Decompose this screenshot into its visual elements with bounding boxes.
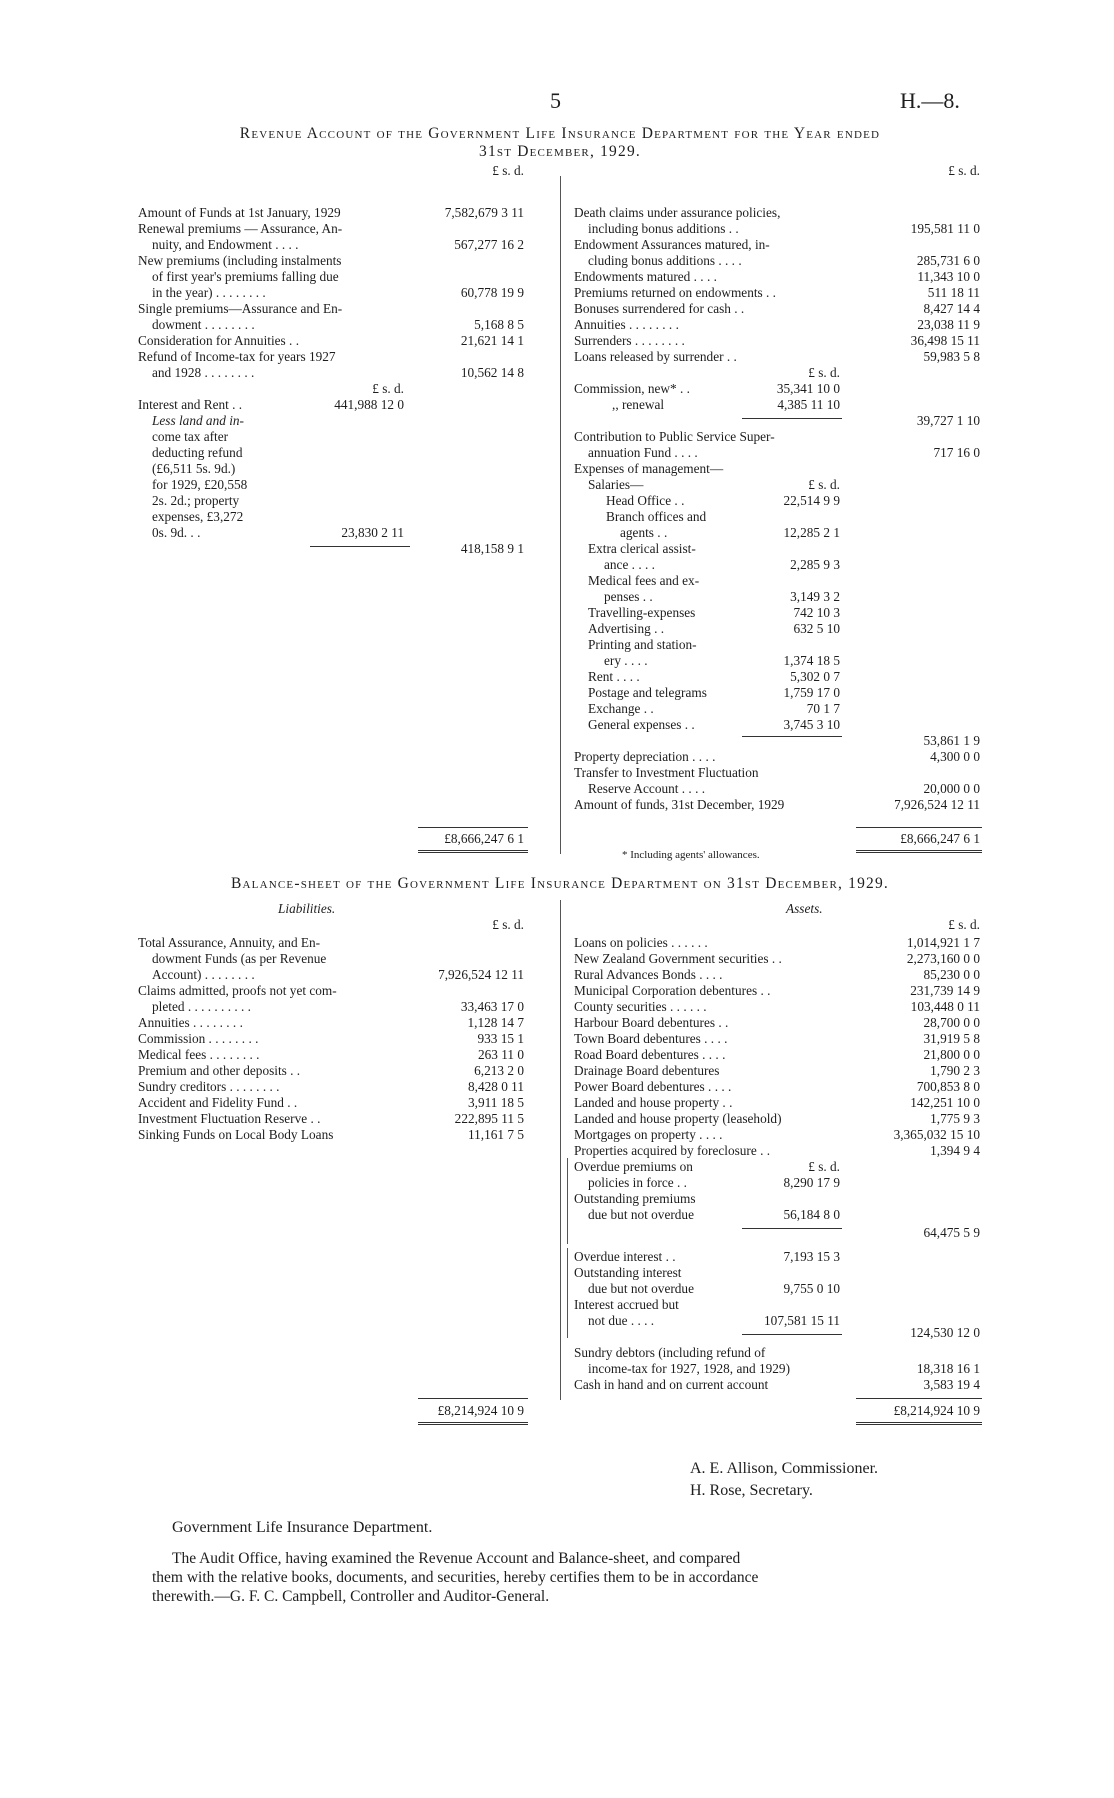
payment-amount: 36,498 15 11 bbox=[910, 333, 980, 348]
salaries-currency-header: £ s. d. bbox=[808, 477, 840, 492]
contribution-line: Contribution to Public Service Super- bbox=[574, 429, 775, 444]
sundry-amount: 18,318 16 1 bbox=[916, 1361, 980, 1376]
commission-new-amount: 35,341 10 0 bbox=[776, 381, 840, 396]
department-name: Government Life Insurance Department. bbox=[172, 1519, 433, 1536]
commission-renewal-label: ,, renewal bbox=[612, 397, 665, 412]
asset-line: Drainage Board debentures bbox=[574, 1063, 720, 1078]
receipt-amount: 567,277 16 2 bbox=[454, 237, 524, 252]
rule bbox=[418, 1398, 528, 1399]
receipt-line: dowment . . . . . . . . bbox=[152, 317, 255, 332]
balance-column-divider bbox=[560, 900, 561, 1400]
overdue-premium-total: 64,475 5 9 bbox=[923, 1225, 980, 1240]
rule bbox=[856, 1398, 982, 1399]
expense-amount: 3,149 3 2 bbox=[790, 589, 840, 604]
revenue-left-currency-header: £ s. d. bbox=[492, 163, 524, 178]
revenue-title-line1: Revenue Account of the Government Life Insurance Department for the Year ended bbox=[239, 125, 881, 142]
bracket-line bbox=[567, 1248, 568, 1338]
expense-amount: 1,759 17 0 bbox=[783, 685, 840, 700]
liability-line: pleted . . . . . . . . . . bbox=[152, 999, 251, 1014]
secretary-signature: H. Rose, Secretary. bbox=[690, 1482, 813, 1499]
expense-amount: 70 1 7 bbox=[806, 701, 840, 716]
receipt-line: Consideration for Annuities . . bbox=[138, 333, 300, 348]
asset-amount: 103,448 0 11 bbox=[910, 999, 980, 1014]
expense-amount: 5,302 0 7 bbox=[790, 669, 840, 684]
receipt-amount: 60,778 19 9 bbox=[460, 285, 524, 300]
expenses-heading: Expenses of management— bbox=[574, 461, 724, 476]
interest-label: Interest and Rent . . bbox=[138, 397, 243, 412]
liability-line: Investment Fluctuation Reserve . . bbox=[138, 1111, 321, 1126]
expense-line: Advertising . . bbox=[588, 621, 665, 636]
sundry-line: income-tax for 1927, 1928, and 1929) bbox=[588, 1361, 790, 1376]
liability-line: dowment Funds (as per Revenue bbox=[152, 951, 327, 966]
asset-line: County securities . . . . . . bbox=[574, 999, 707, 1014]
expenses-total: 53,861 1 9 bbox=[923, 733, 980, 748]
rule bbox=[742, 1334, 842, 1335]
liability-line: Accident and Fidelity Fund . . bbox=[138, 1095, 298, 1110]
rule bbox=[742, 1228, 842, 1229]
liability-line: Claims admitted, proofs not yet com- bbox=[138, 983, 337, 998]
document-reference: H.—8. bbox=[900, 88, 960, 113]
overdue-currency-header: £ s. d. bbox=[808, 1159, 840, 1174]
less-line: for 1929, £20,558 bbox=[152, 477, 248, 492]
less-amount: 23,830 2 11 bbox=[341, 525, 404, 540]
rule bbox=[418, 827, 528, 828]
less-line: Less land and in- bbox=[152, 413, 244, 428]
receipt-amount: 5,168 8 5 bbox=[474, 317, 524, 332]
expense-line: Postage and telegrams bbox=[588, 685, 707, 700]
payment-line: Loans released by surrender . . bbox=[574, 349, 737, 364]
asset-amount: 1,394 9 4 bbox=[930, 1143, 980, 1158]
receipt-line: of first year's premiums falling due bbox=[152, 269, 339, 284]
asset-amount: 1,775 9 3 bbox=[930, 1111, 980, 1126]
liability-amount: 33,463 17 0 bbox=[460, 999, 524, 1014]
expense-line: Exchange . . bbox=[588, 701, 654, 716]
sundry-line: Cash in hand and on current account bbox=[574, 1377, 769, 1392]
asset-amount: 2,273,160 0 0 bbox=[906, 951, 980, 966]
interest-line: Outstanding interest bbox=[574, 1265, 682, 1280]
liability-line: Sundry creditors . . . . . . . . bbox=[138, 1079, 280, 1094]
less-line: 2s. 2d.; property bbox=[152, 493, 240, 508]
commission-renewal-amount: 4,385 11 10 bbox=[777, 397, 840, 412]
expense-line: General expenses . . bbox=[588, 717, 695, 732]
expense-line: Head Office . . bbox=[606, 493, 685, 508]
double-rule bbox=[418, 850, 528, 853]
expense-amount: 2,285 9 3 bbox=[790, 557, 840, 572]
interest-net-amount: 418,158 9 1 bbox=[460, 541, 524, 556]
receipt-line: Renewal premiums — Assurance, An- bbox=[138, 221, 343, 236]
expense-amount: 742 10 3 bbox=[793, 605, 840, 620]
asset-line: Loans on policies . . . . . . bbox=[574, 935, 708, 950]
less-line: 0s. 9d. . . bbox=[152, 525, 201, 540]
receipt-line: in the year) . . . . . . . . bbox=[152, 285, 266, 300]
asset-line: Power Board debentures . . . . bbox=[574, 1079, 732, 1094]
less-line: (£6,511 5s. 9d.) bbox=[152, 461, 236, 476]
interest-line: due but not overdue bbox=[588, 1281, 694, 1296]
payment-line: Surrenders . . . . . . . . bbox=[574, 333, 685, 348]
liability-amount: 3,911 18 5 bbox=[467, 1095, 524, 1110]
asset-amount: 1,014,921 1 7 bbox=[906, 935, 980, 950]
contribution-line: annuation Fund . . . . bbox=[588, 445, 698, 460]
liabilities-total: £8,214,924 10 9 bbox=[437, 1403, 524, 1418]
receipt-line: and 1928 . . . . . . . . bbox=[152, 365, 255, 380]
expense-line: Printing and station- bbox=[588, 637, 697, 652]
liability-amount: 933 15 1 bbox=[477, 1031, 524, 1046]
payment-line: including bonus additions . . bbox=[588, 221, 739, 236]
receipt-line: Amount of Funds at 1st January, 1929 bbox=[138, 205, 341, 220]
audit-line: therewith.—G. F. C. Campbell, Controller and Auditor-General. bbox=[152, 1588, 550, 1605]
payment-line: Bonuses surrendered for cash . . bbox=[574, 301, 745, 316]
expense-amount: 632 5 10 bbox=[793, 621, 840, 636]
salaries-heading: Salaries— bbox=[588, 477, 644, 492]
payment-line: Endowments matured . . . . bbox=[574, 269, 717, 284]
double-rule bbox=[856, 850, 982, 853]
audit-line: The Audit Office, having examined the Revenue Account and Balance-sheet, and compared bbox=[172, 1550, 741, 1567]
payment-amount: 11,343 10 0 bbox=[917, 269, 980, 284]
interest-amount: 107,581 15 11 bbox=[764, 1313, 840, 1328]
less-line: come tax after bbox=[152, 429, 229, 444]
expense-line: penses . . bbox=[604, 589, 653, 604]
revenue-title-line2: 31st December, 1929. bbox=[479, 143, 641, 160]
expense-amount: 12,285 2 1 bbox=[783, 525, 840, 540]
liability-line: Premium and other deposits . . bbox=[138, 1063, 301, 1078]
asset-line: Mortgages on property . . . . bbox=[574, 1127, 723, 1142]
payment-line: Endowment Assurances matured, in- bbox=[574, 237, 770, 252]
assets-currency-header: £ s. d. bbox=[948, 917, 980, 932]
asset-line: Harbour Board debentures . . bbox=[574, 1015, 729, 1030]
overdue-premium-line: policies in force . . bbox=[588, 1175, 687, 1190]
expense-line: Travelling-expenses bbox=[588, 605, 696, 620]
payment-line: Premiums returned on endowments . . bbox=[574, 285, 777, 300]
expense-amount: 3,745 3 10 bbox=[783, 717, 840, 732]
expense-amount: 1,374 18 5 bbox=[783, 653, 840, 668]
payment-amount: 195,581 11 0 bbox=[910, 221, 980, 236]
asset-line: Rural Advances Bonds . . . . bbox=[574, 967, 723, 982]
receipt-line: Single premiums—Assurance and En- bbox=[138, 301, 343, 316]
payment-tail-line: Reserve Account . . . . bbox=[588, 781, 706, 796]
liability-amount: 1,128 14 7 bbox=[467, 1015, 524, 1030]
payment-tail-line: Property depreciation . . . . bbox=[574, 749, 716, 764]
asset-amount: 21,800 0 0 bbox=[923, 1047, 980, 1062]
liability-line: Commission . . . . . . . . bbox=[138, 1031, 259, 1046]
expense-line: Medical fees and ex- bbox=[588, 573, 700, 588]
less-line: expenses, £3,272 bbox=[152, 509, 244, 524]
liability-line: Account) . . . . . . . . bbox=[152, 967, 255, 982]
payment-tail-line: Transfer to Investment Fluctuation bbox=[574, 765, 759, 780]
asset-amount: 85,230 0 0 bbox=[923, 967, 980, 982]
commission-currency-header: £ s. d. bbox=[808, 365, 840, 380]
asset-line: New Zealand Government securities . . bbox=[574, 951, 782, 966]
payment-line: Annuities . . . . . . . . bbox=[574, 317, 679, 332]
liability-line: Medical fees . . . . . . . . bbox=[138, 1047, 260, 1062]
liability-line: Sinking Funds on Local Body Loans bbox=[138, 1127, 334, 1142]
asset-amount: 28,700 0 0 bbox=[923, 1015, 980, 1030]
expense-line: agents . . bbox=[620, 525, 668, 540]
balance-sheet-title: Balance-sheet of the Government Life Insurance Department on 31st December, 1929. bbox=[230, 875, 890, 892]
rule bbox=[856, 827, 982, 828]
liability-line: Total Assurance, Annuity, and En- bbox=[138, 935, 321, 950]
double-rule bbox=[418, 1422, 528, 1425]
asset-amount: 700,853 8 0 bbox=[916, 1079, 980, 1094]
interest-total: 124,530 12 0 bbox=[910, 1325, 980, 1340]
receipt-amount: 7,582,679 3 11 bbox=[444, 205, 524, 220]
asset-line: Road Board debentures . . . . bbox=[574, 1047, 726, 1062]
asset-line: Landed and house property (leasehold) bbox=[574, 1111, 782, 1126]
payment-tail-line: Amount of funds, 31st December, 1929 bbox=[574, 797, 785, 812]
rule bbox=[742, 418, 842, 419]
asset-line: Municipal Corporation debentures . . bbox=[574, 983, 771, 998]
interest-amount: 7,193 15 3 bbox=[783, 1249, 840, 1264]
expense-line: Rent . . . . bbox=[588, 669, 640, 684]
liability-amount: 6,213 2 0 bbox=[474, 1063, 524, 1078]
commission-total: 39,727 1 10 bbox=[916, 413, 980, 428]
liability-amount: 263 11 0 bbox=[477, 1047, 524, 1062]
receipt-amount: 10,562 14 8 bbox=[460, 365, 524, 380]
asset-amount: 1,790 2 3 bbox=[930, 1063, 980, 1078]
payment-amount: 285,731 6 0 bbox=[916, 253, 980, 268]
interest-currency-header: £ s. d. bbox=[372, 381, 404, 396]
asset-amount: 142,251 10 0 bbox=[910, 1095, 980, 1110]
liability-amount: 8,428 0 11 bbox=[467, 1079, 524, 1094]
commissioner-signature: A. E. Allison, Commissioner. bbox=[690, 1460, 879, 1477]
payment-amount: 23,038 11 9 bbox=[917, 317, 980, 332]
revenue-column-divider bbox=[560, 176, 561, 854]
liability-amount: 7,926,524 12 11 bbox=[438, 967, 524, 982]
less-line: deducting refund bbox=[152, 445, 243, 460]
expense-line: ery . . . . bbox=[604, 653, 648, 668]
payment-tail-amount: 4,300 0 0 bbox=[930, 749, 980, 764]
double-rule bbox=[856, 1422, 982, 1425]
audit-line: them with the relative books, documents, and securities, hereby certifies them to be in accordance bbox=[152, 1569, 759, 1586]
receipt-line: Refund of Income-tax for years 1927 bbox=[138, 349, 336, 364]
asset-line: Properties acquired by foreclosure . . bbox=[574, 1143, 771, 1158]
contribution-amount: 717 16 0 bbox=[933, 445, 980, 460]
expense-line: Branch offices and bbox=[606, 509, 707, 524]
sundry-amount: 3,583 19 4 bbox=[923, 1377, 980, 1392]
overdue-premium-amount: 56,184 8 0 bbox=[783, 1207, 840, 1222]
asset-line: Landed and house property . . bbox=[574, 1095, 733, 1110]
overdue-premium-line: Overdue premiums on bbox=[574, 1159, 693, 1174]
payment-amount: 511 18 11 bbox=[927, 285, 980, 300]
rule bbox=[742, 736, 842, 737]
interest-line: not due . . . . bbox=[588, 1313, 655, 1328]
asset-amount: 231,739 14 9 bbox=[910, 983, 980, 998]
assets-total: £8,214,924 10 9 bbox=[893, 1403, 980, 1418]
interest-amount: 441,988 12 0 bbox=[334, 397, 404, 412]
interest-line: Interest accrued but bbox=[574, 1297, 679, 1312]
overdue-premium-line: due but not overdue bbox=[588, 1207, 694, 1222]
liabilities-heading: Liabilities. bbox=[278, 901, 336, 916]
asset-line: Town Board debentures . . . . bbox=[574, 1031, 728, 1046]
receipt-line: nuity, and Endowment . . . . bbox=[152, 237, 299, 252]
overdue-premium-line: Outstanding premiums bbox=[574, 1191, 696, 1206]
asset-amount: 31,919 5 8 bbox=[923, 1031, 980, 1046]
overdue-premium-amount: 8,290 17 9 bbox=[783, 1175, 840, 1190]
liability-amount: 222,895 11 5 bbox=[454, 1111, 524, 1126]
receipt-amount: 21,621 14 1 bbox=[460, 333, 524, 348]
interest-line: Overdue interest . . bbox=[574, 1249, 676, 1264]
footnote: * Including agents' allowances. bbox=[622, 849, 760, 861]
revenue-left-total: £8,666,247 6 1 bbox=[444, 831, 524, 846]
revenue-right-currency-header: £ s. d. bbox=[948, 163, 980, 178]
liability-amount: 11,161 7 5 bbox=[467, 1127, 524, 1142]
sundry-line: Sundry debtors (including refund of bbox=[574, 1345, 766, 1360]
asset-amount: 3,365,032 15 10 bbox=[893, 1127, 980, 1142]
expense-amount: 22,514 9 9 bbox=[783, 493, 840, 508]
revenue-right-total: £8,666,247 6 1 bbox=[900, 831, 980, 846]
page-number: 5 bbox=[550, 88, 561, 113]
payment-line: Death claims under assurance policies, bbox=[574, 205, 781, 220]
payment-amount: 59,983 5 8 bbox=[923, 349, 980, 364]
payment-amount: 8,427 14 4 bbox=[923, 301, 980, 316]
payment-tail-amount: 20,000 0 0 bbox=[923, 781, 980, 796]
interest-amount: 9,755 0 10 bbox=[783, 1281, 840, 1296]
payment-line: cluding bonus additions . . . . bbox=[588, 253, 742, 268]
rule bbox=[310, 546, 410, 547]
liability-line: Annuities . . . . . . . . bbox=[138, 1015, 243, 1030]
bracket-line bbox=[567, 1158, 568, 1244]
expense-line: ance . . . . bbox=[604, 557, 655, 572]
commission-new-label: Commission, new* . . bbox=[574, 381, 690, 396]
assets-heading: Assets. bbox=[786, 901, 823, 916]
receipt-line: New premiums (including instalments bbox=[138, 253, 342, 268]
expense-line: Extra clerical assist- bbox=[588, 541, 696, 556]
payment-tail-amount: 7,926,524 12 11 bbox=[894, 797, 980, 812]
liabilities-currency-header: £ s. d. bbox=[492, 917, 524, 932]
